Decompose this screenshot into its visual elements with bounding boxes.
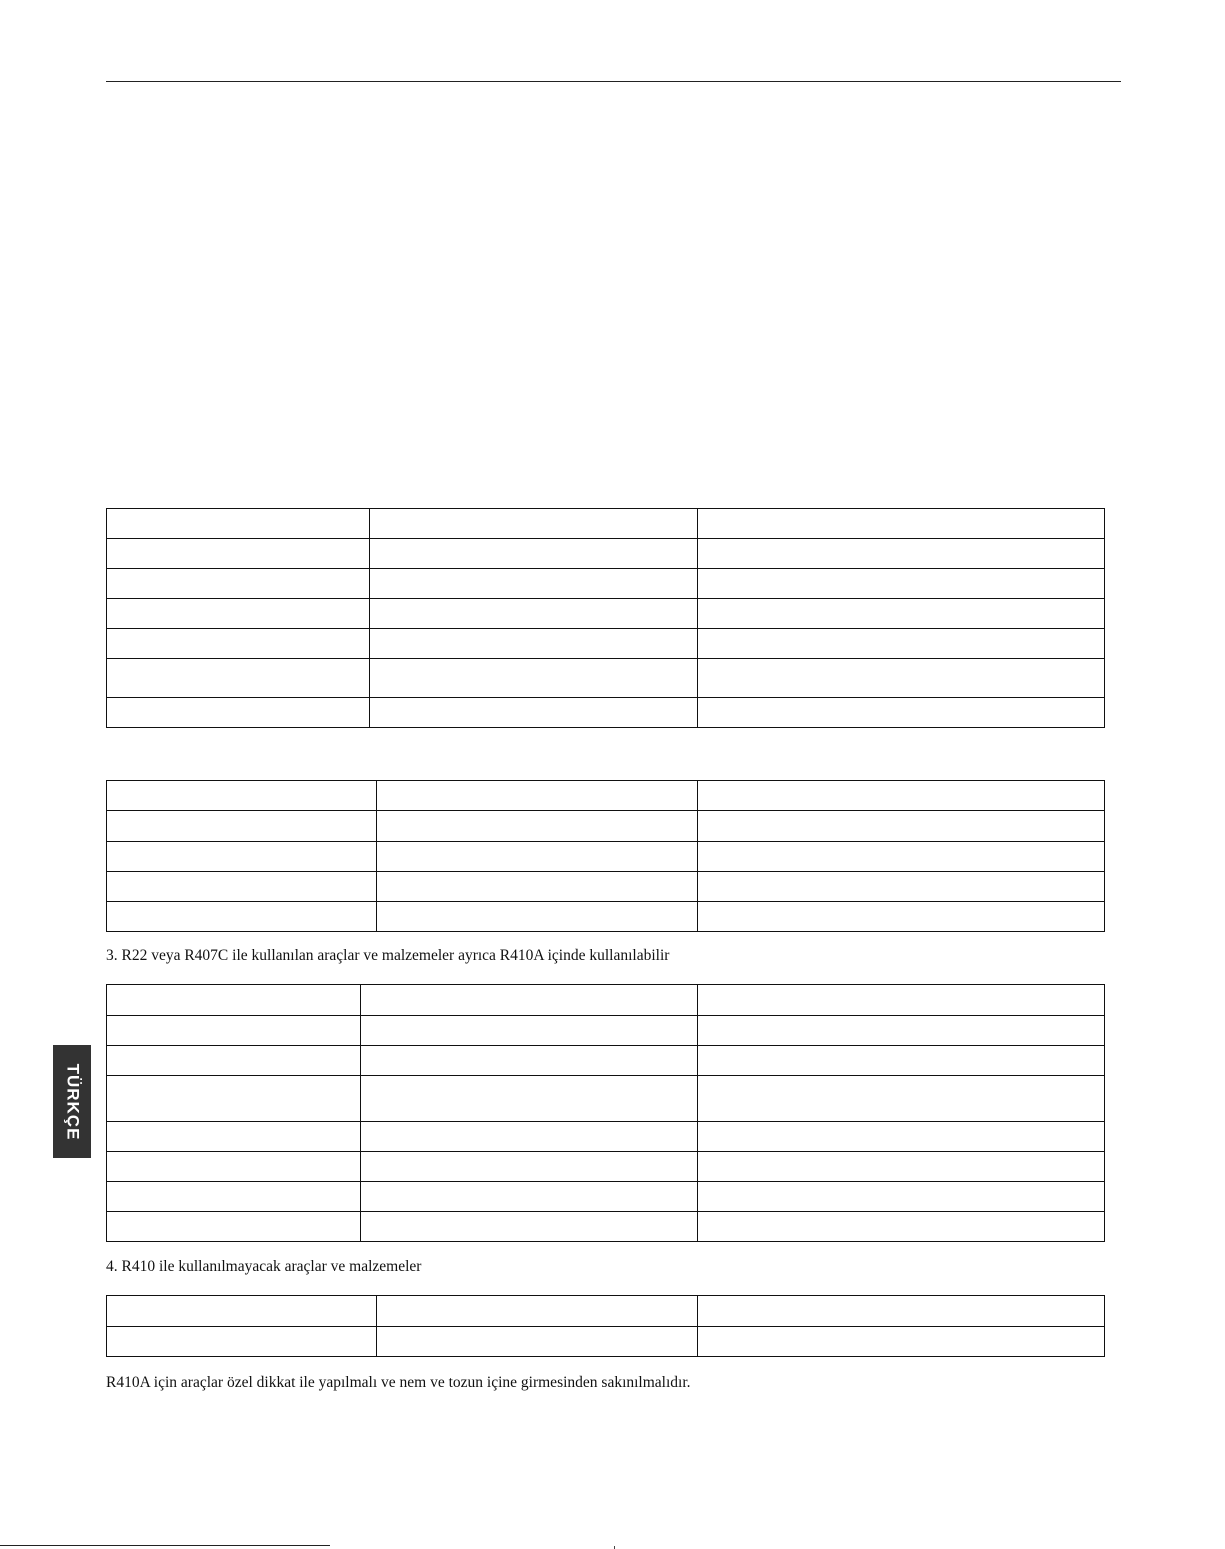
table-row bbox=[107, 1122, 1105, 1152]
tools-table-3 bbox=[106, 984, 1105, 1242]
table-row bbox=[107, 842, 1105, 872]
section-3-title: 3. R22 veya R407C ile kullanılan araçlar ve malzemeler ayrıca R410A içinde kullanılabilir bbox=[106, 947, 670, 964]
table-row bbox=[107, 811, 1105, 842]
tools-table-1 bbox=[106, 508, 1105, 728]
table-row bbox=[107, 599, 1105, 629]
table-row bbox=[107, 872, 1105, 902]
table-row bbox=[107, 985, 1105, 1016]
table-row bbox=[107, 569, 1105, 599]
table-row bbox=[107, 1016, 1105, 1046]
table-row bbox=[107, 509, 1105, 539]
table-row bbox=[107, 1046, 1105, 1076]
footer-rule bbox=[0, 1545, 330, 1546]
table-row bbox=[107, 1076, 1105, 1122]
table-row bbox=[107, 1212, 1105, 1242]
table-row bbox=[107, 781, 1105, 811]
language-tab bbox=[53, 1045, 91, 1158]
header-rule bbox=[106, 81, 1121, 82]
table-row bbox=[107, 1152, 1105, 1182]
section-4-title: 4. R410 ile kullanılmayacak araçlar ve malzemeler bbox=[106, 1258, 422, 1275]
language-tab-label: TÜRKÇE bbox=[63, 1063, 82, 1140]
table-row bbox=[107, 902, 1105, 932]
table-row bbox=[107, 698, 1105, 728]
table-row bbox=[107, 1182, 1105, 1212]
table-row bbox=[107, 629, 1105, 659]
footer-note: R410A için araçlar özel dikkat ile yapılmalı ve nem ve tozun içine girmesinden sakınılmalıdır. bbox=[106, 1374, 691, 1391]
table-row bbox=[107, 539, 1105, 569]
table-row bbox=[107, 1296, 1105, 1327]
table-row bbox=[107, 1327, 1105, 1357]
tools-table-4 bbox=[106, 1295, 1105, 1357]
tools-table-2 bbox=[106, 780, 1105, 932]
table-row bbox=[107, 659, 1105, 698]
